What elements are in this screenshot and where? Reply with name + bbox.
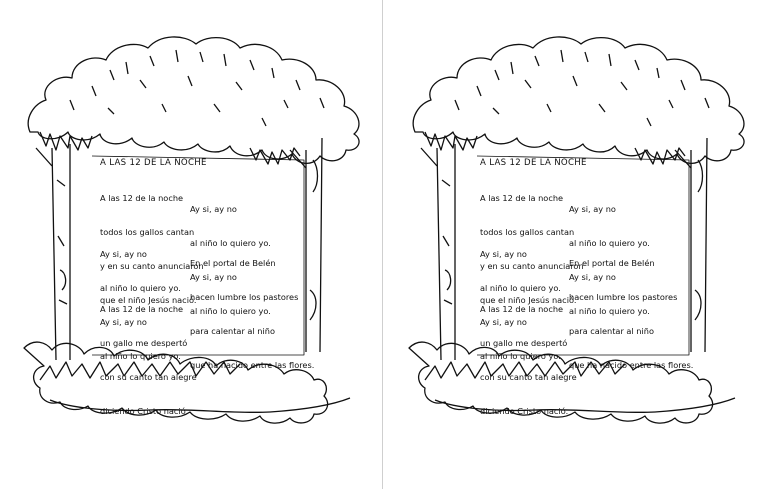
lyric-line: En el portal de Belén bbox=[569, 257, 655, 268]
verse-three bbox=[569, 235, 693, 395]
lyric-line: que el niño Jesús nació. bbox=[480, 295, 577, 306]
lyric-line: A las 12 de la noche bbox=[100, 303, 184, 314]
lyric-line: A las 12 de la noche bbox=[100, 192, 184, 203]
lyric-line: al niño lo quiero yo. bbox=[190, 306, 271, 317]
lyric-line: un gallo me despertó bbox=[480, 338, 568, 349]
lyric-line: que ha nacido entre las flores. bbox=[569, 360, 694, 371]
lyric-line: Ay si, ay no bbox=[100, 248, 147, 259]
lyric-line: Ay si, ay no bbox=[190, 272, 237, 283]
lyric-line: hacen lumbre los pastores bbox=[569, 292, 678, 303]
lyric-line: que el niño Jesús nació. bbox=[100, 295, 197, 306]
lyric-line: diciendo Cristo nació. bbox=[480, 406, 569, 417]
lyric-line: un gallo me despertó bbox=[100, 338, 188, 349]
lyric-line: con su canto tan alegre bbox=[100, 372, 197, 383]
lyric-line: con su canto tan alegre bbox=[480, 372, 577, 383]
lyric-line: al niño lo quiero yo. bbox=[100, 351, 181, 362]
lyric-line: que ha nacido entre las flores. bbox=[190, 360, 315, 371]
lyric-line: diciendo Cristo nació. bbox=[100, 406, 189, 417]
lyric-line: al niño lo quiero yo. bbox=[569, 238, 650, 249]
verse-three bbox=[190, 235, 314, 395]
song-title: A LAS 12 DE LA NOCHE bbox=[480, 158, 587, 168]
verse-two bbox=[100, 281, 197, 441]
lyric-line: hacen lumbre los pastores bbox=[190, 292, 299, 303]
lyric-line: todos los gallos cantan bbox=[480, 227, 575, 238]
lyric-line: para calentar al niño bbox=[190, 326, 275, 337]
lyric-line: Ay si, ay no bbox=[480, 248, 527, 259]
lyric-line: Ay si, ay no bbox=[480, 317, 527, 328]
lyric-line: al niño lo quiero yo. bbox=[100, 283, 181, 294]
hut-card-right bbox=[385, 0, 768, 489]
verse-two bbox=[480, 281, 577, 441]
lyric-line: Ay si, ay no bbox=[190, 203, 237, 214]
lyric-line: A las 12 de la noche bbox=[480, 192, 564, 203]
lyric-line: para calentar al niño bbox=[569, 326, 654, 337]
lyric-line: y en su canto anunciaron bbox=[100, 261, 204, 272]
lyric-line: En el portal de Belén bbox=[190, 257, 276, 268]
lyric-line: al niño lo quiero yo. bbox=[480, 283, 561, 294]
lyric-line: todos los gallos cantan bbox=[100, 227, 195, 238]
lyric-line: al niño lo quiero yo. bbox=[480, 351, 561, 362]
lyric-line: al niño lo quiero yo. bbox=[569, 306, 650, 317]
page-divider bbox=[382, 0, 383, 489]
lyric-line: Ay si, ay no bbox=[100, 317, 147, 328]
lyric-line: y en su canto anunciaron bbox=[480, 261, 584, 272]
lyric-line: al niño lo quiero yo. bbox=[190, 238, 271, 249]
hut-card-left bbox=[0, 0, 383, 489]
song-title: A LAS 12 DE LA NOCHE bbox=[100, 158, 207, 168]
lyric-line: A las 12 de la noche bbox=[480, 303, 564, 314]
lyric-line: Ay si, ay no bbox=[569, 203, 616, 214]
lyric-line: Ay si, ay no bbox=[569, 272, 616, 283]
